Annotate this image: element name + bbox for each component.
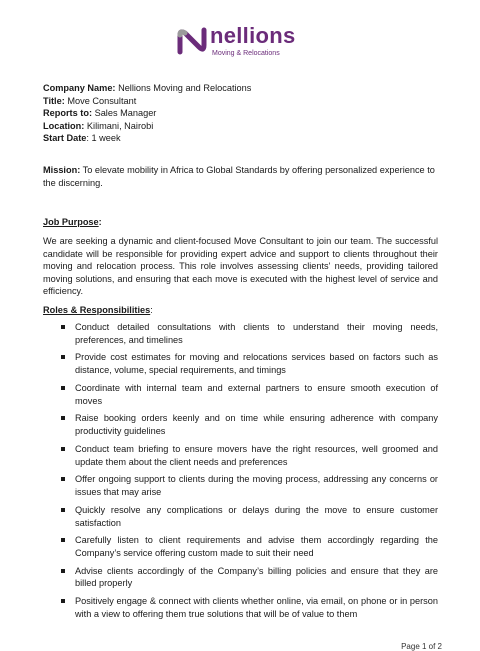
info-label: Location: (43, 120, 85, 131)
square-bullet-icon (61, 416, 65, 420)
info-value: Nellions Moving and Relocations (118, 83, 252, 93)
list-item (43, 473, 438, 498)
list-item (43, 412, 438, 437)
nellions-logo-icon (176, 26, 208, 56)
list-item-text: Conduct team briefing to ensure movers have the right resources, well groomed and update them about the client needs and preferences (75, 443, 438, 467)
list-item-text: Provide cost estimates for moving and relocations services based on factors such as distance, volume, special requirements, and timings (75, 352, 438, 376)
roles-heading (43, 304, 438, 317)
list-item-text: Raise booking orders keenly and on time while ensuring adherence with company productivity guidelines (75, 413, 438, 437)
square-bullet-icon (61, 508, 65, 512)
info-label: Title: (43, 95, 65, 106)
job-info-block (43, 82, 438, 145)
list-item (43, 382, 438, 407)
job-purpose-text: We are seeking a dynamic and client-focused Move Consultant to join our team. The successful candidate will be responsible for providing expert advice and support to clients throughout their moving and relocation process. This role involves assessing clients' needs, providing tailored moving solutions, and ensuring that each move is executed with the highest level of service and efficiency. (43, 236, 438, 297)
logo-tagline: Moving & Relocations (212, 50, 280, 57)
heading-colon: : (98, 217, 102, 227)
info-title (43, 95, 438, 108)
info-value: : 1 week (86, 133, 121, 144)
info-location (43, 120, 438, 133)
list-item-text: Quickly resolve any complications or delays during the move to ensure customer satisfaction (75, 504, 438, 528)
list-item-text: Advise clients accordingly of the Company’s billing policies and ensure that they are billed properly (75, 565, 438, 589)
company-logo (176, 24, 316, 64)
info-reports-to (43, 107, 438, 120)
job-purpose-heading (43, 216, 438, 229)
roles-list-container (43, 321, 438, 626)
mission-label: Mission: (43, 165, 81, 175)
list-item (43, 565, 438, 590)
list-item-text: Coordinate with internal team and external partners to ensure smooth execution of moves (75, 382, 438, 406)
page-number: Page 1 of 2 (401, 642, 442, 651)
list-item (43, 321, 438, 346)
list-item (43, 534, 438, 559)
square-bullet-icon (61, 477, 65, 481)
info-label: Company Name: (43, 83, 116, 93)
list-item-text: Offer ongoing support to clients during the moving process, addressing any concerns or issues that may arise (75, 474, 438, 498)
square-bullet-icon (61, 386, 65, 390)
info-company-name (43, 82, 438, 95)
square-bullet-icon (61, 599, 65, 603)
square-bullet-icon (61, 569, 65, 573)
info-value: Move Consultant (67, 95, 137, 106)
heading-colon: : (150, 305, 153, 315)
mission-statement (43, 164, 438, 189)
square-bullet-icon (61, 355, 65, 359)
list-item-text: Carefully listen to client requirements and advise them accordingly regarding the Company’s service offering custom made to suit their need (75, 535, 438, 558)
square-bullet-icon (61, 447, 65, 451)
list-item (43, 443, 438, 468)
square-bullet-icon (61, 325, 65, 329)
list-item-text: Positively engage & connect with clients whether online, via email, on phone or in person with a view to offering them true solutions that will be of value to them (75, 596, 438, 619)
list-item (43, 595, 438, 620)
info-value: Sales Manager (94, 108, 157, 119)
roles-title: Roles & Responsibilities (43, 305, 151, 315)
logo-brand-text: nellions (210, 23, 296, 48)
info-label: Reports to: (43, 108, 92, 119)
mission-text: To elevate mobility in Africa to Global Standards by offering personalized experience to the discerning. (43, 165, 435, 188)
info-start-date (43, 132, 438, 145)
roles-list (43, 321, 438, 621)
list-item-text: Conduct detailed consultations with clients to understand their moving needs, preferences, and timelines (75, 322, 438, 345)
list-item (43, 351, 438, 376)
info-value: Kilimani, Nairobi (86, 120, 154, 131)
square-bullet-icon (61, 538, 65, 542)
job-purpose-title: Job Purpose (43, 217, 99, 227)
list-item (43, 504, 438, 529)
info-label: Start Date (43, 133, 87, 144)
